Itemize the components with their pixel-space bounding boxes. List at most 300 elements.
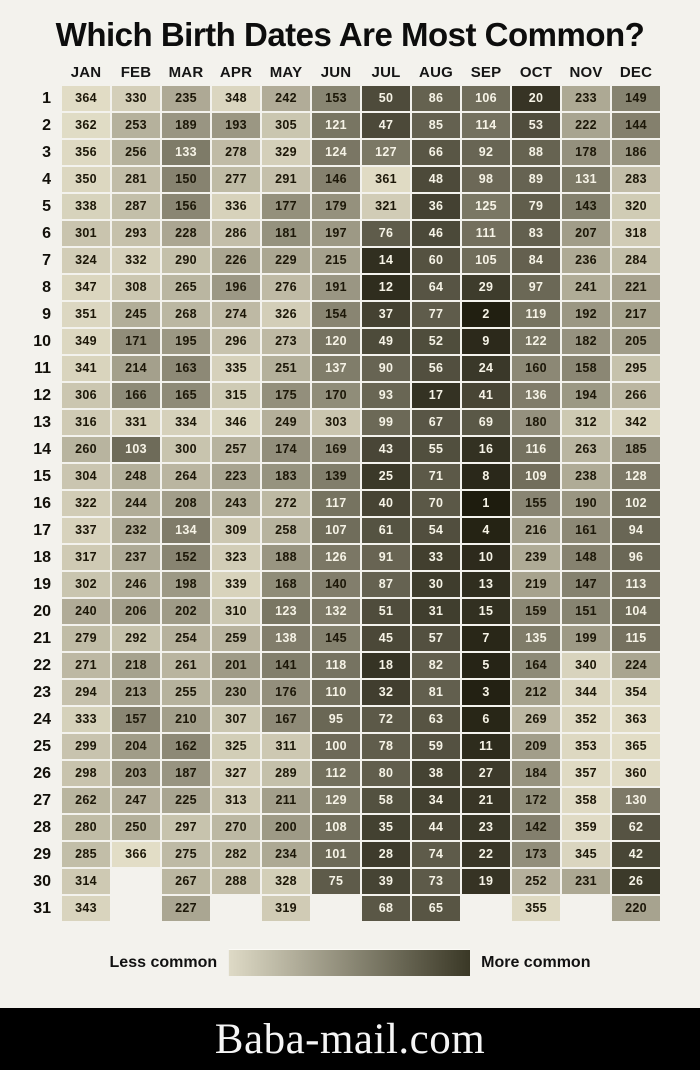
heatmap-cell: 255 (162, 680, 210, 705)
heatmap-cell: 260 (62, 437, 110, 462)
heatmap-cell: 326 (262, 302, 310, 327)
day-label-20: 20 (33, 603, 51, 620)
heatmap-cell: 34 (412, 788, 460, 813)
heatmap-cell: 7 (462, 626, 510, 651)
heatmap-cell: 39 (362, 869, 410, 894)
heatmap-cell: 86 (412, 86, 460, 111)
heatmap-cell: 109 (512, 464, 560, 489)
heatmap-cell: 126 (312, 545, 360, 570)
heatmap-cell: 22 (462, 842, 510, 867)
heatmap-cell: 292 (112, 626, 160, 651)
heatmap-cell: 82 (412, 653, 460, 678)
day-label-22: 22 (33, 657, 51, 674)
legend-gradient-bar (228, 949, 470, 976)
heatmap-cell: 96 (612, 545, 660, 570)
day-label-29: 29 (33, 846, 51, 863)
heatmap-cell-empty (212, 896, 260, 921)
heatmap-cell: 11 (462, 734, 510, 759)
day-label-12: 12 (33, 387, 51, 404)
heatmap-cell: 363 (612, 707, 660, 732)
month-header-jun: JUN (320, 64, 352, 81)
heatmap-cell: 136 (512, 383, 560, 408)
heatmap-cell: 281 (112, 167, 160, 192)
heatmap-cell: 302 (62, 572, 110, 597)
heatmap-cell: 351 (62, 302, 110, 327)
heatmap-cell: 195 (162, 329, 210, 354)
heatmap-cell: 354 (612, 680, 660, 705)
heatmap-cell: 343 (62, 896, 110, 921)
heatmap-cell: 171 (112, 329, 160, 354)
heatmap-cell: 153 (312, 86, 360, 111)
heatmap-corner (16, 60, 60, 84)
heatmap-cell: 214 (112, 356, 160, 381)
heatmap-cell: 333 (62, 707, 110, 732)
heatmap-cell: 104 (612, 599, 660, 624)
heatmap-cell: 259 (212, 626, 260, 651)
heatmap-cell: 329 (262, 140, 310, 165)
day-label-18: 18 (33, 549, 51, 566)
day-label-7: 7 (42, 252, 51, 269)
heatmap-cell: 356 (62, 140, 110, 165)
heatmap-cell: 290 (162, 248, 210, 273)
heatmap-cell: 17 (412, 383, 460, 408)
heatmap-cell: 241 (562, 275, 610, 300)
heatmap-cell: 346 (212, 410, 260, 435)
heatmap-cell: 10 (462, 545, 510, 570)
day-label-8: 8 (42, 279, 51, 296)
heatmap-cell: 59 (412, 734, 460, 759)
heatmap-cell: 305 (262, 113, 310, 138)
heatmap-cell: 78 (362, 734, 410, 759)
heatmap-cell: 155 (512, 491, 560, 516)
day-label-25: 25 (33, 738, 51, 755)
heatmap-cell: 132 (312, 599, 360, 624)
day-label-2: 2 (42, 117, 51, 134)
heatmap-cell: 321 (362, 194, 410, 219)
heatmap-cell: 163 (162, 356, 210, 381)
heatmap-cell: 142 (512, 815, 560, 840)
heatmap-cell: 347 (62, 275, 110, 300)
heatmap-cell: 271 (62, 653, 110, 678)
day-label-3: 3 (42, 144, 51, 161)
heatmap-cell: 112 (312, 761, 360, 786)
heatmap-cell: 239 (512, 545, 560, 570)
heatmap-cell: 194 (562, 383, 610, 408)
heatmap-cell: 15 (462, 599, 510, 624)
heatmap-cell: 308 (112, 275, 160, 300)
day-label-21: 21 (33, 630, 51, 647)
heatmap-cell: 357 (562, 761, 610, 786)
day-label-28: 28 (33, 819, 51, 836)
heatmap-cell: 56 (412, 356, 460, 381)
heatmap-cell: 54 (412, 518, 460, 543)
heatmap-cell: 233 (562, 86, 610, 111)
heatmap-cell: 341 (62, 356, 110, 381)
heatmap-cell: 324 (62, 248, 110, 273)
heatmap-cell: 243 (212, 491, 260, 516)
heatmap-cell: 279 (62, 626, 110, 651)
heatmap-cell: 240 (62, 599, 110, 624)
heatmap-cell: 8 (462, 464, 510, 489)
heatmap-cell: 31 (412, 599, 460, 624)
heatmap-cell: 251 (262, 356, 310, 381)
heatmap-cell: 365 (612, 734, 660, 759)
heatmap-cell: 52 (412, 329, 460, 354)
heatmap-cell: 258 (262, 518, 310, 543)
heatmap-cell: 133 (162, 140, 210, 165)
heatmap-cell: 225 (162, 788, 210, 813)
heatmap-cell: 55 (412, 437, 460, 462)
heatmap-cell: 335 (212, 356, 260, 381)
heatmap-cell: 196 (212, 275, 260, 300)
heatmap-cell: 224 (612, 653, 660, 678)
day-label-16: 16 (33, 495, 51, 512)
heatmap-cell: 75 (312, 869, 360, 894)
heatmap-cell: 270 (212, 815, 260, 840)
heatmap-cell: 170 (312, 383, 360, 408)
heatmap-cell: 268 (162, 302, 210, 327)
day-label-13: 13 (33, 414, 51, 431)
month-header-mar: MAR (168, 64, 204, 81)
heatmap-cell: 212 (512, 680, 560, 705)
heatmap-cell: 314 (62, 869, 110, 894)
heatmap-cell-empty (462, 896, 510, 921)
heatmap-cell: 220 (612, 896, 660, 921)
heatmap-cell: 139 (312, 464, 360, 489)
heatmap-cell: 311 (262, 734, 310, 759)
heatmap-cell: 46 (412, 221, 460, 246)
heatmap-cell: 81 (412, 680, 460, 705)
heatmap-cell: 95 (312, 707, 360, 732)
heatmap-cell: 168 (262, 572, 310, 597)
day-label-19: 19 (33, 576, 51, 593)
day-label-11: 11 (34, 360, 51, 377)
heatmap-cell: 226 (212, 248, 260, 273)
heatmap-cell: 307 (212, 707, 260, 732)
heatmap-cell: 331 (112, 410, 160, 435)
heatmap-cell: 342 (612, 410, 660, 435)
heatmap-cell-empty (562, 896, 610, 921)
heatmap-cell: 150 (162, 167, 210, 192)
heatmap-cell: 151 (562, 599, 610, 624)
heatmap-cell: 127 (362, 140, 410, 165)
heatmap-cell: 318 (612, 221, 660, 246)
heatmap-cell: 21 (462, 788, 510, 813)
heatmap-cell: 337 (62, 518, 110, 543)
month-header-jan: JAN (70, 64, 102, 81)
heatmap-cell: 269 (512, 707, 560, 732)
page-title: Which Birth Dates Are Most Common? (55, 16, 645, 53)
heatmap-cell: 219 (512, 572, 560, 597)
heatmap-cell: 47 (362, 113, 410, 138)
day-label-5: 5 (42, 198, 51, 215)
heatmap-cell: 88 (512, 140, 560, 165)
heatmap-cell: 177 (262, 194, 310, 219)
heatmap-cell: 316 (62, 410, 110, 435)
heatmap-cell: 317 (62, 545, 110, 570)
heatmap-cell: 85 (412, 113, 460, 138)
heatmap-cell: 187 (162, 761, 210, 786)
heatmap-cell: 361 (362, 167, 410, 192)
heatmap-cell: 273 (262, 329, 310, 354)
heatmap-cell: 295 (612, 356, 660, 381)
heatmap-cell: 16 (462, 437, 510, 462)
heatmap-cell: 63 (412, 707, 460, 732)
heatmap-cell: 62 (612, 815, 660, 840)
heatmap-cell: 184 (512, 761, 560, 786)
heatmap-cell: 94 (612, 518, 660, 543)
heatmap-cell: 146 (312, 167, 360, 192)
heatmap-cell: 36 (412, 194, 460, 219)
heatmap-cell: 178 (562, 140, 610, 165)
heatmap-cell: 2 (462, 302, 510, 327)
heatmap-cell: 68 (362, 896, 410, 921)
heatmap-cell: 360 (612, 761, 660, 786)
heatmap-cell: 37 (362, 302, 410, 327)
heatmap-cell: 120 (312, 329, 360, 354)
heatmap-cell: 102 (612, 491, 660, 516)
legend-less-label: Less common (109, 953, 218, 971)
heatmap-cell: 35 (362, 815, 410, 840)
heatmap-cell: 242 (262, 86, 310, 111)
heatmap-cell: 228 (162, 221, 210, 246)
heatmap-cell: 320 (612, 194, 660, 219)
heatmap-cell: 334 (162, 410, 210, 435)
heatmap-cell: 6 (462, 707, 510, 732)
heatmap-cell: 186 (612, 140, 660, 165)
heatmap-cell: 65 (412, 896, 460, 921)
heatmap-cell: 70 (412, 491, 460, 516)
heatmap-cell: 294 (62, 680, 110, 705)
heatmap-cell: 159 (512, 599, 560, 624)
day-label-6: 6 (42, 225, 51, 242)
heatmap-cell: 328 (262, 869, 310, 894)
heatmap-cell: 197 (312, 221, 360, 246)
heatmap-cell: 202 (162, 599, 210, 624)
heatmap-cell: 117 (312, 491, 360, 516)
heatmap-cell: 189 (162, 113, 210, 138)
heatmap-cell: 207 (562, 221, 610, 246)
heatmap-cell: 67 (412, 410, 460, 435)
heatmap-cell: 358 (562, 788, 610, 813)
heatmap-cell: 287 (112, 194, 160, 219)
heatmap-cell: 288 (212, 869, 260, 894)
heatmap-cell: 285 (62, 842, 110, 867)
heatmap-cell: 348 (212, 86, 260, 111)
heatmap-cell: 256 (112, 140, 160, 165)
month-header-nov: NOV (569, 64, 603, 81)
heatmap-cell: 69 (462, 410, 510, 435)
heatmap-cell: 319 (262, 896, 310, 921)
heatmap-cell: 26 (612, 869, 660, 894)
heatmap-cell: 352 (562, 707, 610, 732)
heatmap-cell: 89 (512, 167, 560, 192)
heatmap-cell: 90 (362, 356, 410, 381)
heatmap-cell: 284 (612, 248, 660, 273)
heatmap-cell: 98 (462, 167, 510, 192)
day-label-14: 14 (33, 441, 51, 458)
heatmap-cell: 264 (162, 464, 210, 489)
heatmap-cell: 191 (312, 275, 360, 300)
heatmap-cell: 33 (412, 545, 460, 570)
heatmap-cell: 164 (512, 653, 560, 678)
heatmap-cell: 235 (162, 86, 210, 111)
day-label-4: 4 (42, 171, 51, 188)
heatmap-cell: 192 (562, 302, 610, 327)
heatmap-cell: 165 (162, 383, 210, 408)
heatmap-cell: 176 (262, 680, 310, 705)
heatmap-cell: 50 (362, 86, 410, 111)
heatmap-cell: 250 (112, 815, 160, 840)
heatmap-cell: 300 (162, 437, 210, 462)
heatmap-cell: 274 (212, 302, 260, 327)
heatmap-cell: 345 (562, 842, 610, 867)
heatmap-cell: 60 (412, 248, 460, 273)
month-header-aug: AUG (419, 64, 453, 81)
heatmap-cell: 149 (612, 86, 660, 111)
heatmap-cell: 208 (162, 491, 210, 516)
heatmap-cell: 174 (262, 437, 310, 462)
heatmap-cell: 20 (512, 86, 560, 111)
heatmap-cell: 231 (562, 869, 610, 894)
heatmap-cell: 13 (462, 572, 510, 597)
heatmap-cell: 175 (262, 383, 310, 408)
heatmap-cell: 236 (562, 248, 610, 273)
heatmap-cell: 276 (262, 275, 310, 300)
heatmap-cell: 130 (612, 788, 660, 813)
heatmap-cell: 182 (562, 329, 610, 354)
heatmap-cell: 154 (312, 302, 360, 327)
heatmap-cell: 41 (462, 383, 510, 408)
heatmap-cell: 332 (112, 248, 160, 273)
heatmap-cell: 252 (512, 869, 560, 894)
heatmap-cell: 254 (162, 626, 210, 651)
heatmap-cell: 157 (112, 707, 160, 732)
heatmap-cell: 23 (462, 815, 510, 840)
day-label-15: 15 (33, 468, 51, 485)
heatmap-cell: 172 (512, 788, 560, 813)
heatmap-cell: 289 (262, 761, 310, 786)
heatmap-cell: 306 (62, 383, 110, 408)
day-label-24: 24 (33, 711, 51, 728)
heatmap-cell: 257 (212, 437, 260, 462)
heatmap-cell: 53 (512, 113, 560, 138)
heatmap-cell: 119 (512, 302, 560, 327)
heatmap-cell: 327 (212, 761, 260, 786)
month-header-may: MAY (269, 64, 303, 81)
heatmap-cell: 73 (412, 869, 460, 894)
heatmap-cell: 286 (212, 221, 260, 246)
heatmap-cell: 338 (62, 194, 110, 219)
heatmap-cell: 201 (212, 653, 260, 678)
heatmap-cell: 28 (362, 842, 410, 867)
heatmap-cell: 49 (362, 329, 410, 354)
heatmap-cell: 211 (262, 788, 310, 813)
heatmap-cell: 179 (312, 194, 360, 219)
heatmap-cell: 169 (312, 437, 360, 462)
heatmap-cell: 148 (562, 545, 610, 570)
heatmap-cell: 113 (612, 572, 660, 597)
heatmap-cell: 210 (162, 707, 210, 732)
month-header-dec: DEC (619, 64, 653, 81)
heatmap-cell: 144 (612, 113, 660, 138)
heatmap-cell: 14 (362, 248, 410, 273)
heatmap-cell: 310 (212, 599, 260, 624)
heatmap-cell: 61 (362, 518, 410, 543)
heatmap-cell: 44 (412, 815, 460, 840)
heatmap-cell: 100 (312, 734, 360, 759)
heatmap-cell: 206 (112, 599, 160, 624)
heatmap-cell: 4 (462, 518, 510, 543)
heatmap-cell: 216 (512, 518, 560, 543)
heatmap-cell: 38 (412, 761, 460, 786)
heatmap-cell: 97 (512, 275, 560, 300)
heatmap-cell: 42 (612, 842, 660, 867)
heatmap-cell: 198 (162, 572, 210, 597)
heatmap-cell: 200 (262, 815, 310, 840)
heatmap-cell: 223 (212, 464, 260, 489)
heatmap-cell: 218 (112, 653, 160, 678)
heatmap-cell: 215 (312, 248, 360, 273)
heatmap-cell: 296 (212, 329, 260, 354)
heatmap-cell: 5 (462, 653, 510, 678)
heatmap-cell: 1 (462, 491, 510, 516)
heatmap-cell: 99 (362, 410, 410, 435)
heatmap-cell: 366 (112, 842, 160, 867)
heatmap-cell: 304 (62, 464, 110, 489)
heatmap-cell: 48 (412, 167, 460, 192)
heatmap-cell: 74 (412, 842, 460, 867)
month-header-oct: OCT (519, 64, 553, 81)
heatmap-cell: 173 (512, 842, 560, 867)
heatmap-cell: 340 (562, 653, 610, 678)
heatmap-cell: 147 (562, 572, 610, 597)
heatmap-cell: 79 (512, 194, 560, 219)
heatmap-cell: 322 (62, 491, 110, 516)
heatmap-cell: 77 (412, 302, 460, 327)
heatmap-cell: 349 (62, 329, 110, 354)
footer-brand: Baba-mail.com (214, 1015, 486, 1063)
heatmap-cell: 278 (212, 140, 260, 165)
heatmap-cell: 222 (562, 113, 610, 138)
heatmap-cell: 57 (412, 626, 460, 651)
heatmap-cell: 272 (262, 491, 310, 516)
heatmap-cell: 229 (262, 248, 310, 273)
heatmap-cell: 111 (462, 221, 510, 246)
heatmap-cell: 145 (312, 626, 360, 651)
heatmap-cell: 244 (112, 491, 160, 516)
day-label-17: 17 (33, 522, 51, 539)
heatmap-cell-empty (112, 869, 160, 894)
heatmap-cell: 355 (512, 896, 560, 921)
day-label-31: 31 (33, 900, 51, 917)
day-label-23: 23 (33, 684, 51, 701)
heatmap-cell: 282 (212, 842, 260, 867)
heatmap-cell: 40 (362, 491, 410, 516)
heatmap-cell: 162 (162, 734, 210, 759)
heatmap-cell: 123 (262, 599, 310, 624)
heatmap-cell: 18 (362, 653, 410, 678)
heatmap-cell: 137 (312, 356, 360, 381)
heatmap-cell: 185 (612, 437, 660, 462)
heatmap-cell: 101 (312, 842, 360, 867)
heatmap-cell: 32 (362, 680, 410, 705)
heatmap-cell: 12 (362, 275, 410, 300)
heatmap-cell: 230 (212, 680, 260, 705)
heatmap-cell: 9 (462, 329, 510, 354)
heatmap-cell: 51 (362, 599, 410, 624)
heatmap-cell: 315 (212, 383, 260, 408)
